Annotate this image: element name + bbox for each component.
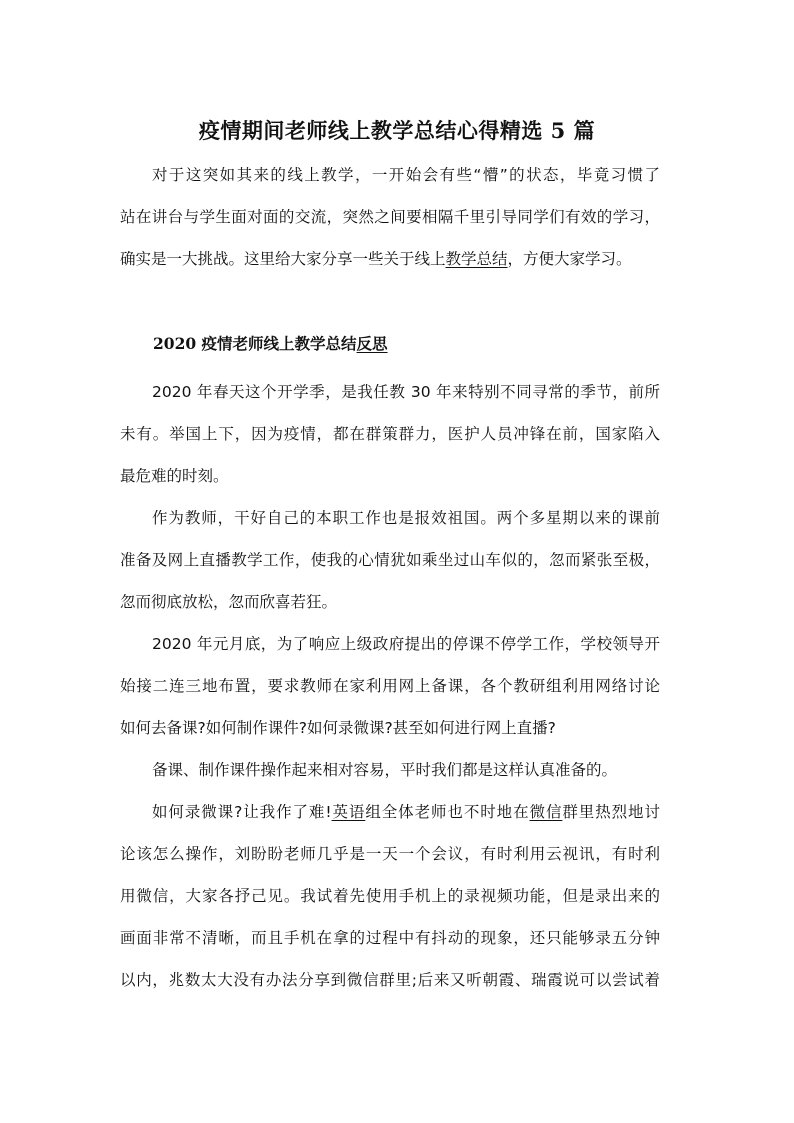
p5-line-4: 画面非常不清晰，而且手机在拿的过程中有抖动的现象，还只能够录五分钟 xyxy=(120,929,660,947)
intro-line-3 xyxy=(120,247,660,271)
intro-line-3-text-a: 确实是一大挑战。这里给大家分享一些关于线上 xyxy=(120,250,446,268)
p1-line-2: 未有。举国上下，因为疫情，都在群策群力，医护人员冲锋在前，国家陷入 xyxy=(120,425,660,443)
p5-line-1 xyxy=(152,800,660,824)
p5-line-1-text-a: 如何录微课?让我作了难! xyxy=(152,803,332,821)
p5-line-5: 以内，兆数太大没有办法分享到微信群里;后来又听朝霞、瑞霞说可以尝试着 xyxy=(120,971,660,989)
p5-line-1-text-b: 组全体老师也不时地在 xyxy=(365,803,530,821)
p3-line-3: 如何去备课?如何制作课件?如何录微课?甚至如何进行网上直播? xyxy=(120,719,556,737)
p5-line-2: 论该怎么操作，刘盼盼老师几乎是一天一个会议，有时利用云视讯，有时利 xyxy=(120,845,660,863)
section-heading xyxy=(153,332,388,356)
p5-line-1-text-c: 群里热烈地讨 xyxy=(562,803,660,821)
p2-line-2: 准备及网上直播教学工作，使我的心情犹如乘坐过山车似的，忽而紧张至极， xyxy=(120,551,660,569)
english-link[interactable]: 英语 xyxy=(331,803,366,821)
p1-line-1: 2020 年春天这个开学季，是我任教 30 年来特别不同寻常的季节，前所 xyxy=(152,383,660,401)
teaching-summary-link[interactable]: 教学总结 xyxy=(445,250,508,268)
intro-line-3-text-b: ，方便大家学习。 xyxy=(507,250,632,268)
p5-line-3: 用微信，大家各抒己见。我试着先使用手机上的录视频功能，但是录出来的 xyxy=(120,887,660,905)
p1-line-3: 最危难的时刻。 xyxy=(120,467,229,485)
p3-line-2: 始接二连三地布置，要求教师在家利用网上备课，各个教研组利用网络讨论 xyxy=(120,677,660,695)
p2-line-1: 作为教师，干好自己的本职工作也是报效祖国。两个多星期以来的课前 xyxy=(152,509,660,527)
intro-line-2: 站在讲台与学生面对面的交流，突然之间要相隔千里引导同学们有效的学习， xyxy=(120,208,660,226)
wechat-link[interactable]: 微信 xyxy=(529,803,563,821)
p2-line-3: 忽而彻底放松，忽而欣喜若狂。 xyxy=(120,593,338,611)
p3-line-1: 2020 年元月底，为了响应上级政府提出的停课不停学工作，学校领导开 xyxy=(152,635,660,653)
section-heading-text: 2020 疫情老师线上教学总结 xyxy=(153,334,357,353)
p4-line-1: 备课、制作课件操作起来相对容易，平时我们都是这样认真准备的。 xyxy=(152,761,618,779)
document-title: 疫情期间老师线上教学总结心得精选 5 篇 xyxy=(198,118,596,143)
intro-line-1: 对于这突如其来的线上教学，一开始会有些“懵”的状态，毕竟习惯了 xyxy=(152,166,660,184)
reflection-link[interactable]: 反思 xyxy=(356,334,388,353)
